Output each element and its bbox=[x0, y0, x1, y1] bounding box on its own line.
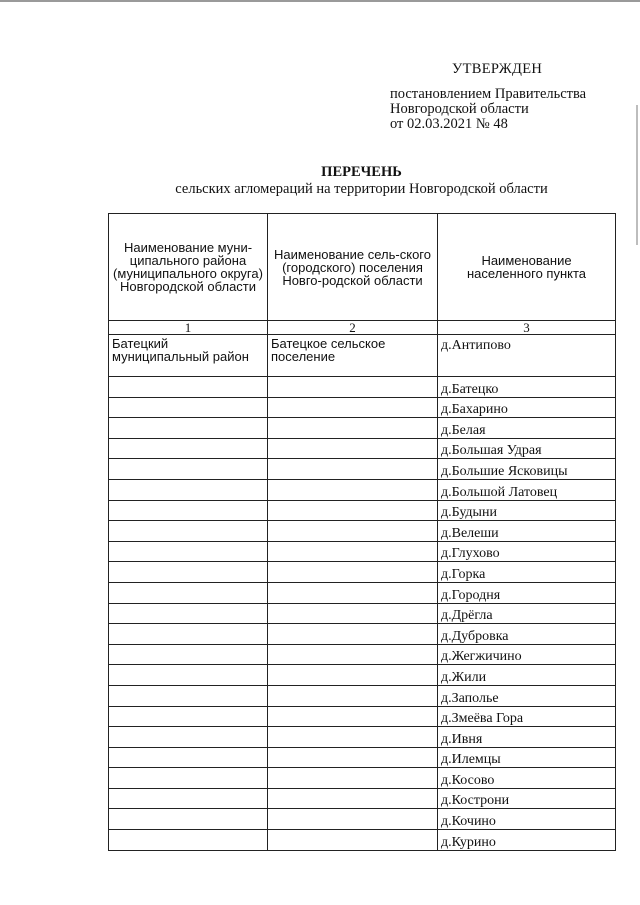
table-row bbox=[109, 582, 616, 603]
scan-top-edge bbox=[0, 0, 640, 2]
settlement-cell-empty bbox=[268, 685, 438, 706]
settlement-cell-empty bbox=[268, 479, 438, 500]
column-number-1: 1 bbox=[109, 321, 268, 335]
locality-cell: д.Большой Латовец bbox=[438, 479, 616, 500]
district-cell-empty bbox=[109, 747, 268, 768]
district-cell-empty bbox=[109, 603, 268, 624]
header-district: Наименование муни-ципального района (муниципального округа) Новгородской области bbox=[109, 214, 268, 321]
table-row bbox=[109, 397, 616, 418]
header-settlement: Наименование сель-ского (городского) поселения Новго-родской области bbox=[268, 214, 438, 321]
settlement-cell-empty bbox=[268, 603, 438, 624]
column-number-3: 3 bbox=[438, 321, 616, 335]
locality-cell: д.Горка bbox=[438, 562, 616, 583]
column-number-2: 2 bbox=[268, 321, 438, 335]
locality-cell: д.Городня bbox=[438, 582, 616, 603]
district-cell-empty bbox=[109, 418, 268, 439]
agglomerations-table bbox=[108, 213, 616, 851]
district-cell-empty bbox=[109, 685, 268, 706]
district-cell-empty bbox=[109, 541, 268, 562]
settlement-cell-empty bbox=[268, 541, 438, 562]
settlement-cell-empty bbox=[268, 706, 438, 727]
approval-title: УТВЕРЖДЕН bbox=[452, 61, 543, 77]
district-cell-empty bbox=[109, 768, 268, 789]
settlement-cell: Батецкое сельское поселение bbox=[268, 335, 438, 377]
locality-cell: д.Глухово bbox=[438, 541, 616, 562]
district-cell-empty bbox=[109, 582, 268, 603]
settlement-cell-empty bbox=[268, 768, 438, 789]
settlement-cell-empty bbox=[268, 562, 438, 583]
settlement-cell-empty bbox=[268, 582, 438, 603]
settlement-cell-empty bbox=[268, 624, 438, 645]
table-row bbox=[109, 768, 616, 789]
district-cell-empty bbox=[109, 727, 268, 748]
locality-cell: д.Ивня bbox=[438, 727, 616, 748]
settlement-cell-empty bbox=[268, 459, 438, 480]
table-row bbox=[109, 706, 616, 727]
locality-cell: д.Илемцы bbox=[438, 747, 616, 768]
scan-right-edge bbox=[636, 105, 638, 245]
table-row bbox=[109, 788, 616, 809]
approval-line-2: Новгородской области bbox=[390, 101, 529, 117]
settlement-cell-empty bbox=[268, 521, 438, 542]
settlement-cell-empty bbox=[268, 830, 438, 851]
settlement-cell-empty bbox=[268, 644, 438, 665]
locality-cell: д.Дрёгла bbox=[438, 603, 616, 624]
settlement-cell-empty bbox=[268, 809, 438, 830]
table-row bbox=[109, 335, 616, 377]
approval-stamp bbox=[390, 62, 630, 132]
district-cell-empty bbox=[109, 521, 268, 542]
document-subtitle: сельских агломераций на территории Новгородской области bbox=[175, 181, 548, 197]
settlement-cell-empty bbox=[268, 377, 438, 398]
locality-cell: д.Кострони bbox=[438, 788, 616, 809]
locality-cell: д.Белая bbox=[438, 418, 616, 439]
header-locality: Наименование населенного пункта bbox=[438, 214, 616, 321]
district-cell-empty bbox=[109, 788, 268, 809]
district-cell-empty bbox=[109, 500, 268, 521]
table-row bbox=[109, 438, 616, 459]
locality-cell: д.Бахарино bbox=[438, 397, 616, 418]
locality-cell: д.Жегжичино bbox=[438, 644, 616, 665]
document-heading bbox=[108, 164, 615, 198]
locality-cell: д.Кочино bbox=[438, 809, 616, 830]
settlement-cell-empty bbox=[268, 438, 438, 459]
district-cell-empty bbox=[109, 479, 268, 500]
district-cell-empty bbox=[109, 459, 268, 480]
locality-cell: д.Большая Удрая bbox=[438, 438, 616, 459]
table-row bbox=[109, 541, 616, 562]
table-row bbox=[109, 809, 616, 830]
table-row bbox=[109, 685, 616, 706]
settlement-cell-empty bbox=[268, 665, 438, 686]
district-cell-empty bbox=[109, 665, 268, 686]
table-row bbox=[109, 665, 616, 686]
table-row bbox=[109, 500, 616, 521]
table-row bbox=[109, 747, 616, 768]
settlement-cell-empty bbox=[268, 397, 438, 418]
table-row bbox=[109, 603, 616, 624]
table-header-row bbox=[109, 214, 616, 321]
approval-line-3: от 02.03.2021 № 48 bbox=[390, 116, 508, 132]
table-body bbox=[109, 335, 616, 851]
table-row bbox=[109, 644, 616, 665]
table-row bbox=[109, 562, 616, 583]
settlement-cell-empty bbox=[268, 418, 438, 439]
locality-cell: д.Жили bbox=[438, 665, 616, 686]
district-cell-empty bbox=[109, 377, 268, 398]
locality-cell: д.Дубровка bbox=[438, 624, 616, 645]
settlement-cell-empty bbox=[268, 727, 438, 748]
locality-cell: д.Велеши bbox=[438, 521, 616, 542]
table-row bbox=[109, 624, 616, 645]
district-cell-empty bbox=[109, 644, 268, 665]
table-row bbox=[109, 727, 616, 748]
locality-cell: д.Большие Ясковицы bbox=[438, 459, 616, 480]
district-cell: Батецкий муниципальный район bbox=[109, 335, 268, 377]
district-cell-empty bbox=[109, 830, 268, 851]
locality-cell: д.Курино bbox=[438, 830, 616, 851]
district-cell-empty bbox=[109, 624, 268, 645]
locality-cell: д.Заполье bbox=[438, 685, 616, 706]
table-row bbox=[109, 418, 616, 439]
column-number-row bbox=[109, 321, 616, 335]
settlement-cell-empty bbox=[268, 788, 438, 809]
district-cell-empty bbox=[109, 809, 268, 830]
document-title: ПЕРЕЧЕНЬ bbox=[321, 164, 402, 180]
locality-cell: д.Змеёва Гора bbox=[438, 706, 616, 727]
district-cell-empty bbox=[109, 438, 268, 459]
table-row bbox=[109, 377, 616, 398]
district-cell-empty bbox=[109, 562, 268, 583]
settlement-cell-empty bbox=[268, 747, 438, 768]
table-row bbox=[109, 479, 616, 500]
approval-line-1: постановлением Правительства bbox=[390, 86, 587, 102]
locality-cell: д.Батецко bbox=[438, 377, 616, 398]
locality-cell: д.Будыни bbox=[438, 500, 616, 521]
settlement-cell-empty bbox=[268, 500, 438, 521]
locality-cell: д.Антипово bbox=[438, 335, 616, 377]
district-cell-empty bbox=[109, 706, 268, 727]
district-cell-empty bbox=[109, 397, 268, 418]
locality-cell: д.Косово bbox=[438, 768, 616, 789]
table-row bbox=[109, 521, 616, 542]
table-row bbox=[109, 459, 616, 480]
table-row bbox=[109, 830, 616, 851]
